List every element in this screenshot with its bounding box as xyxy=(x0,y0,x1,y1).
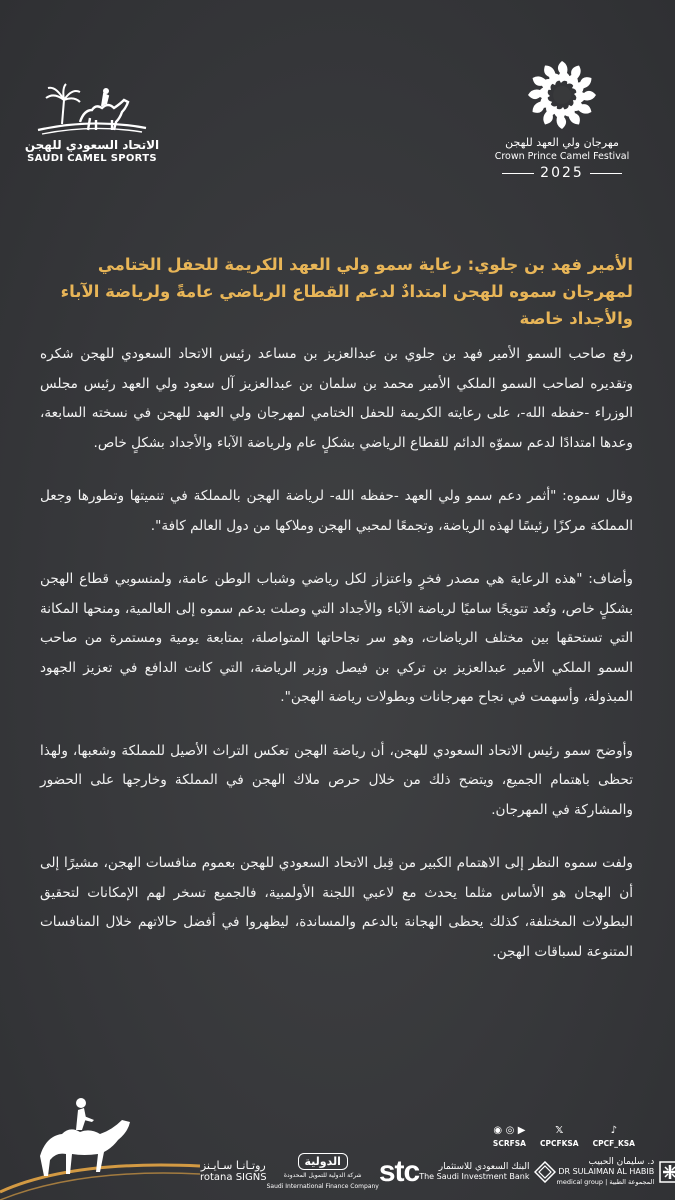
right-logo-arabic: مهرجان ولي العهد للهجن xyxy=(505,136,619,149)
article-paragraph: ولفت سموه النظر إلى الاهتمام الكبير من قِبل الاتحاد السعودي للهجن بعموم منافسات الهجن، مشيرًا إلى أن الهجان هو الأساس مثلما يحدث مع لاعبي اللجنة الأولمبية، فالجميع تسخر لهم الإمكانات لتحقيق البطولات المختلفة، كذلك يحظى الهجانة بالدعم والمساندة، ليظهروا في أفضل حالاتهم خلال المنافسات المتنوعة لسباقات الهجن. xyxy=(40,855,633,960)
festival-year xyxy=(487,165,637,181)
article-paragraph: رفع صاحب السمو الأمير فهد بن جلوي بن عبدالعزيز بن مساعد رئيس الاتحاد السعودي للهجن شكره وتقديره لصاحب السمو الملكي الأمير محمد بن سلمان بن عبدالعزيز آل سعود ولي العهد رئيس مجلس الوزراء -حفظه الله-، على رعايته الكريمة للحفل الختامي لمهرجان ولي العهد للهجن في نسخته السابعة، وعدها امتدادًا لدعم سموّه الدائم للقطاع الرياضي بشكلٍ عام ولرياضة الآباء والأجداد بشكلٍ خاص. xyxy=(40,346,633,451)
snapchat-instagram-youtube-icon: ◉ ◎ ▶ xyxy=(493,1125,526,1136)
social-cpcf-ksa[interactable] xyxy=(593,1125,635,1148)
social-cpcfksa[interactable] xyxy=(540,1125,579,1148)
camel-rider-logo-icon xyxy=(32,80,152,136)
aldawlia-english: Saudi International Finance Company xyxy=(266,1182,379,1190)
social-handle: CPCFKSA xyxy=(539,1139,579,1148)
year-left-line xyxy=(502,173,534,174)
sponsor-stc: stc xyxy=(378,1155,420,1188)
rotana-english: rotana SIGNS xyxy=(200,1172,267,1183)
saudi-camel-sports-logo xyxy=(22,80,162,164)
left-logo-arabic: الاتحاد السعودي للهجن xyxy=(24,138,160,152)
social-handle: CPCF_KSA xyxy=(592,1139,635,1148)
year-right-line xyxy=(590,173,622,174)
social-handle: SCRFSA xyxy=(492,1139,526,1148)
festival-emblem-icon xyxy=(525,58,599,132)
sponsors-bar xyxy=(200,1150,661,1194)
article-body xyxy=(40,340,633,991)
rotana-arabic: روتـانـا سـايـنز xyxy=(200,1159,266,1172)
social-handles xyxy=(493,1125,635,1148)
tiktok-icon: ♪ xyxy=(610,1125,617,1136)
sponsor-aldawlia xyxy=(267,1153,379,1192)
article-paragraph: وأضاف: "هذه الرعاية هي مصدر فخرٍ واعتزاز لكل رياضي وشباب الوطن عامة، ولمنسوبي قطاع الهجن بشكلٍ خاص، وتُعد تتويجًا ساميًا لرياضة الآباء والأجداد التي وصلت بدعم سموه إلى العالمية، ومنحها المكانة التي تستحقها بين مختلف الرياضات، وهو سر نجاحاتها المتواصلة، بمتابعة يومية ومستمرة من صاحب السمو الملكي الأمير عبدالعزيز بن تركي بن فيصل وزير الرياضة، التي كانت الدافع في تعزيز الجهود المبذولة، وأسهمت في نجاح مهرجانات وبطولات رياضة الهجن". xyxy=(40,571,633,705)
bank-english: The Saudi Investment Bank xyxy=(419,1172,530,1181)
article-paragraph: وقال سموه: "أثمر دعم سمو ولي العهد -حفظه الله- لرياضة الهجن بالمملكة في تنميتها وتطورها وجعل المملكة مركزًا رئيسًا لهذه الرياضة، وتجمعًا لمحبي الهجن وملاكها من دول العالم كافة". xyxy=(40,488,633,534)
crown-prince-camel-festival-logo xyxy=(487,58,637,181)
article-paragraph: وأوضح سمو رئيس الاتحاد السعودي للهجن، أن رياضة الهجن تعكس التراث الأصيل للمملكة وشعبها، ولهذا تحظى باهتمام الجميع، ويتضح ذلك من خلال حرص ملاك الهجن في المملكة وخارجها على الحضور والمشاركة في المهرجان. xyxy=(40,742,633,818)
festival-year-text: 2025 xyxy=(540,165,584,181)
habib-emblem-icon xyxy=(659,1161,675,1183)
bank-emblem-icon xyxy=(534,1161,556,1183)
x-icon: 𝕏 xyxy=(555,1125,564,1136)
sponsor-saudi-investment-bank xyxy=(419,1161,556,1183)
aldawlia-sub: شركة الدولية للتمويل المحدودة xyxy=(283,1171,362,1179)
aldawlia-arabic: الدولية xyxy=(298,1153,348,1170)
bank-arabic: البنك السعودي للاستثمار xyxy=(438,1162,530,1172)
right-logo-english: Crown Prince Camel Festival xyxy=(494,151,630,162)
habib-sub: medical group | المجموعة الطبية xyxy=(556,1178,655,1186)
article-title: الأمير فهد بن جلوي: رعاية سمو ولي العهد الكريمة للحفل الختامي لمهرجان سموه للهجن امتدادٌ لدعم القطاع الرياضي عامةً ولرياضة الآباء والأجداد خاصة xyxy=(60,255,633,328)
sponsor-rotana-signs xyxy=(200,1160,267,1184)
left-logo-english: SAUDI CAMEL SPORTS xyxy=(27,153,157,164)
social-scrfsa[interactable] xyxy=(493,1125,526,1148)
camel-rider-illustration-icon xyxy=(0,1090,200,1200)
habib-arabic: د. سليمان الحبيب xyxy=(588,1157,655,1167)
sponsor-dr-sulaiman-al-habib xyxy=(556,1157,675,1187)
habib-english: DR SULAIMAN AL HABIB xyxy=(558,1167,655,1176)
